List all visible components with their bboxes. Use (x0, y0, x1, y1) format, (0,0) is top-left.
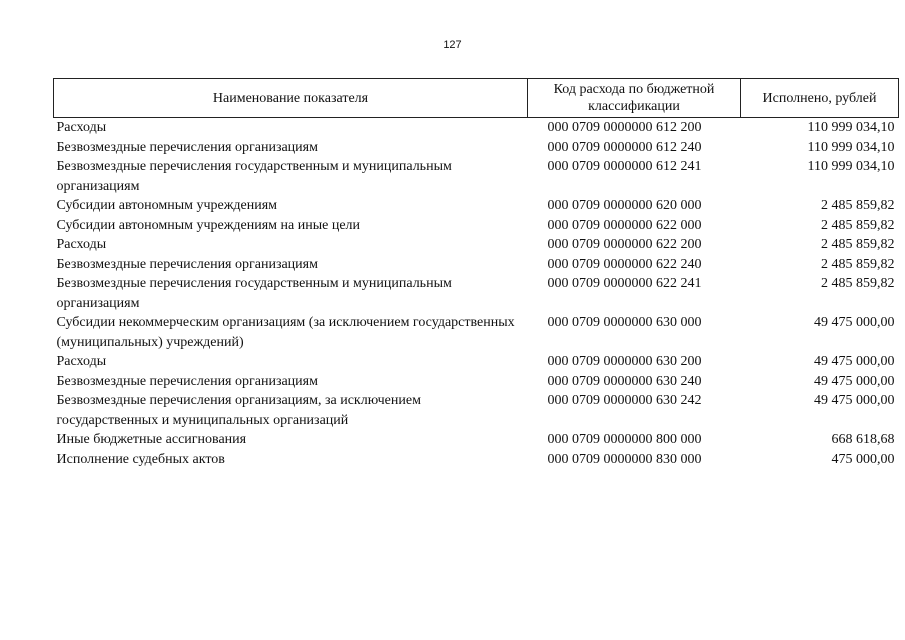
row-amount-cell: 2 485 859,82 (821, 256, 895, 272)
column-header-name: Наименование показателя (54, 79, 528, 118)
row-code-cell: 000 0709 0000000 622 240 (547, 256, 702, 272)
row-amount-cell: 2 485 859,82 (821, 276, 895, 291)
table-row (54, 450, 899, 470)
table-row (54, 430, 899, 450)
row-amount-cell: 2 485 859,82 (821, 237, 895, 252)
row-name-cell: Иные бюджетные ассигнования (56, 432, 247, 447)
row-code-cell: 000 0709 0000000 612 240 (547, 139, 702, 155)
table-row (54, 216, 899, 236)
row-amount-cell: 49 475 000,00 (814, 393, 895, 408)
row-amount-cell: 2 485 859,82 (821, 217, 895, 233)
row-amount-cell: 49 475 000,00 (814, 354, 895, 369)
table-row (54, 138, 899, 158)
table-row (54, 255, 899, 275)
table-row (54, 235, 899, 255)
row-name-cell: Безвозмездные перечисления государственным и муниципальным организациям (56, 276, 452, 311)
row-amount-cell: 110 999 034,10 (807, 139, 895, 155)
column-header-code: Код расхода по бюджетной классификации (528, 79, 741, 118)
row-code-cell: 000 0709 0000000 622 000 (547, 217, 702, 233)
row-code-cell: 000 0709 0000000 622 200 (547, 237, 702, 252)
row-name-cell: Расходы (56, 354, 107, 369)
row-code-cell: 000 0709 0000000 630 200 (547, 354, 702, 369)
row-name-cell: Безвозмездные перечисления организациям, за исключением государственных и муниципальных организаций (56, 393, 421, 428)
table-body (54, 118, 899, 470)
page-number: 127 (443, 39, 462, 51)
row-code-cell: 000 0709 0000000 620 000 (547, 198, 702, 213)
row-amount-cell: 668 618,68 (831, 432, 895, 447)
row-name-cell: Безвозмездные перечисления государственным и муниципальным организациям (56, 159, 452, 194)
row-code-cell: 000 0709 0000000 630 000 (547, 315, 702, 330)
table-row (54, 352, 899, 372)
row-amount-cell: 110 999 034,10 (807, 159, 895, 174)
row-amount-cell: 110 999 034,10 (807, 120, 895, 135)
row-name-cell: Безвозмездные перечисления организациям (56, 256, 318, 272)
row-amount-cell: 2 485 859,82 (821, 198, 895, 213)
row-code-cell: 000 0709 0000000 830 000 (547, 451, 702, 467)
row-code-cell: 000 0709 0000000 630 240 (547, 373, 702, 389)
table-row (54, 313, 899, 352)
table-header (54, 79, 899, 118)
row-amount-cell: 49 475 000,00 (814, 315, 895, 330)
row-name-cell: Расходы (56, 237, 107, 252)
column-header-amount: Исполнено, рублей (741, 79, 899, 118)
row-amount-cell: 49 475 000,00 (814, 373, 895, 389)
row-name-cell: Безвозмездные перечисления организациям (56, 139, 318, 155)
row-name-cell: Субсидии автономным учреждениям (56, 198, 278, 213)
row-name-cell: Субсидии автономным учреждениям на иные цели (56, 217, 361, 233)
row-name-cell: Расходы (56, 120, 107, 135)
row-amount-cell: 475 000,00 (831, 451, 895, 467)
table-row (54, 157, 899, 196)
budget-execution-table (53, 78, 899, 469)
table-row (54, 372, 899, 392)
row-name-cell: Субсидии некоммерческим организациям (за исключением государственных (муниципальных) учреждений) (56, 315, 515, 350)
row-name-cell: Исполнение судебных актов (56, 451, 225, 467)
row-code-cell: 000 0709 0000000 800 000 (547, 432, 702, 447)
row-code-cell: 000 0709 0000000 612 200 (547, 120, 702, 135)
row-code-cell: 000 0709 0000000 630 242 (547, 393, 702, 408)
table-header-row (54, 79, 899, 118)
table-row (54, 274, 899, 313)
table-row (54, 196, 899, 216)
table-row (54, 391, 899, 430)
row-name-cell: Безвозмездные перечисления организациям (56, 373, 318, 389)
row-code-cell: 000 0709 0000000 612 241 (547, 159, 702, 174)
row-code-cell: 000 0709 0000000 622 241 (547, 276, 702, 291)
table-row (54, 118, 899, 138)
